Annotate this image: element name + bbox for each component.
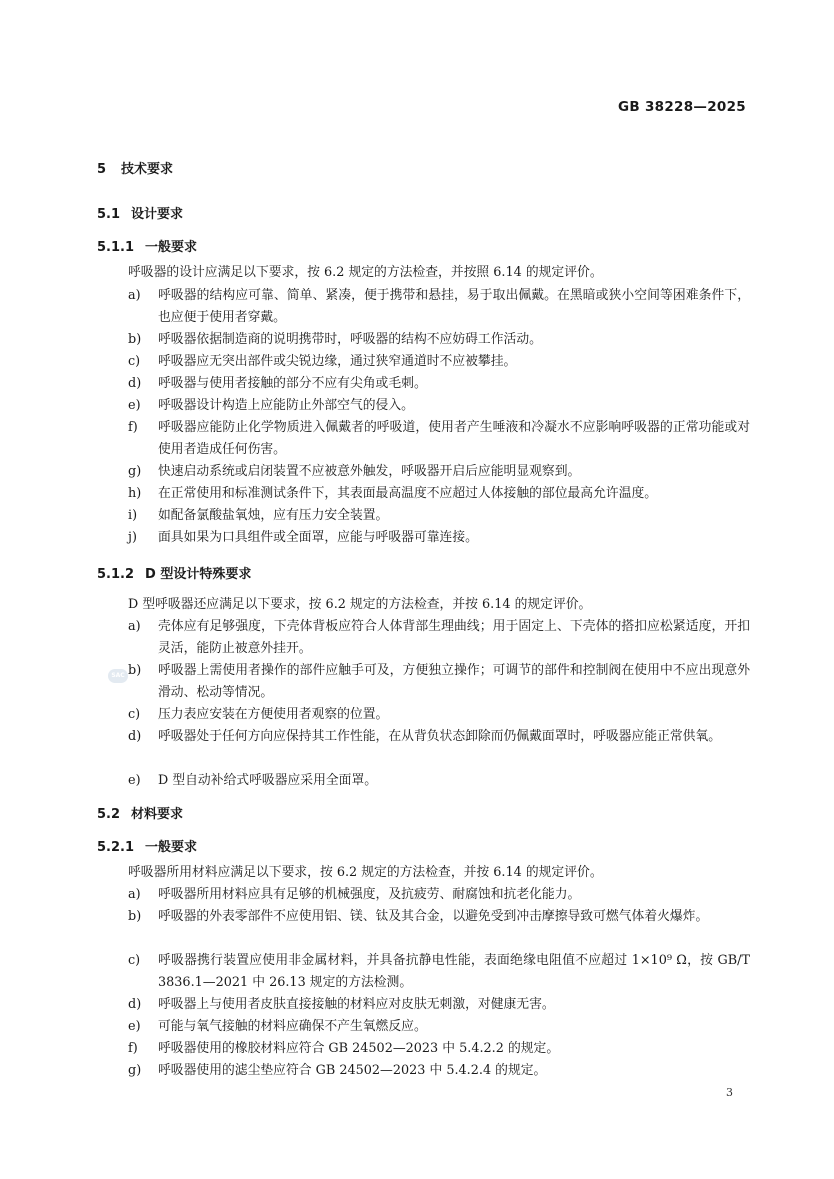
section-title: 一般要求 — [145, 240, 198, 255]
section-number: 5.1 — [97, 207, 121, 222]
list-text: 呼吸器处于任何方向应保持其工作性能，在从背负状态卸除而仍佩戴面罩时，呼吸器应能正常供氧。 — [158, 729, 722, 744]
section-5-1-heading — [97, 203, 183, 222]
section-5-heading — [97, 158, 173, 177]
list-text: 在正常使用和标准测试条件下，其表面最高温度不应超过人体接触的部位最高允许温度。 — [158, 486, 658, 501]
list-marker: a) — [128, 887, 141, 902]
list-text: 呼吸器上与使用者皮肤直接接触的材料应对皮肤无刺激，对健康无害。 — [158, 997, 555, 1012]
list-marker: h) — [128, 486, 142, 501]
list-item — [128, 660, 748, 704]
section-5-2-1-intro: 呼吸器所用材料应满足以下要求，按 6.2 规定的方法检查，并按 6.14 的规定评价。 — [128, 865, 603, 880]
list-item — [128, 373, 748, 395]
list-marker: f) — [128, 420, 138, 435]
list-item — [128, 395, 748, 417]
list-marker: e) — [128, 1019, 141, 1034]
list-text: 呼吸器设计构造上应能防止外部空气的侵入。 — [158, 398, 414, 413]
list-text: 呼吸器使用的橡胶材料应符合 GB 24502—2023 中 5.4.2.2 的规定。 — [158, 1041, 560, 1056]
list-text: 面具如果为口具组件或全面罩，应能与呼吸器可靠连接。 — [158, 530, 478, 545]
section-number: 5 — [97, 162, 107, 177]
section-number: 5.2 — [97, 807, 121, 822]
list-item — [128, 704, 748, 726]
list-item — [128, 505, 748, 527]
list-marker: g) — [128, 1063, 142, 1078]
list-text: 壳体应有足够强度，下壳体背板应符合人体背部生理曲线；用于固定上、下壳体的搭扣应松紧适度，开扣灵活，能防止被意外挂开。 — [158, 619, 750, 656]
list-marker: e) — [128, 398, 141, 413]
list-item — [128, 351, 748, 373]
list-item — [128, 726, 748, 748]
list-marker: j) — [128, 530, 137, 545]
section-number: 5.2.1 — [97, 840, 135, 855]
list-item — [128, 483, 748, 505]
list-marker: e) — [128, 773, 141, 788]
list-item — [128, 906, 748, 928]
list-item — [128, 1016, 748, 1038]
section-5-1-2-intro: D 型呼吸器还应满足以下要求，按 6.2 规定的方法检查，并按 6.14 的规定评价。 — [128, 597, 592, 612]
list-item — [128, 770, 748, 792]
list-item — [128, 527, 748, 549]
list-item — [128, 329, 748, 351]
list-marker: b) — [128, 663, 142, 678]
list-marker: f) — [128, 1041, 138, 1056]
list-item — [128, 285, 748, 329]
list-marker: g) — [128, 464, 142, 479]
standard-code: GB 38228—2025 — [617, 99, 746, 115]
list-text: 呼吸器与使用者接触的部分不应有尖角或毛刺。 — [158, 376, 427, 391]
section-title: 材料要求 — [131, 807, 184, 822]
list-text: 快速启动系统或启闭装置不应被意外触发，呼吸器开启后应能明显观察到。 — [158, 464, 581, 479]
list-text: 呼吸器上需使用者操作的部件应触手可及，方便独立操作；可调节的部件和控制阀在使用中不应出现意外滑动、松动等情况。 — [158, 663, 750, 700]
list-marker: c) — [128, 707, 141, 722]
list-marker: d) — [128, 376, 142, 391]
list-item — [128, 1038, 748, 1060]
section-5-1-1-heading — [97, 236, 197, 255]
watermark-logo-icon: SAC — [108, 669, 128, 683]
list-text: 呼吸器依据制造商的说明携带时，呼吸器的结构不应妨碍工作活动。 — [158, 332, 542, 347]
section-title: 技术要求 — [121, 162, 174, 177]
section-5-1-2-heading — [97, 563, 251, 582]
list-marker: d) — [128, 729, 142, 744]
list-item — [128, 1060, 748, 1082]
list-text: 呼吸器的结构应可靠、简单、紧凑，便于携带和悬挂，易于取出佩戴。在黑暗或狭小空间等困难条件下，也应便于使用者穿戴。 — [158, 288, 750, 325]
list-text: 呼吸器应无突出部件或尖锐边缘，通过狭窄通道时不应被攀挂。 — [158, 354, 517, 369]
page-number: 3 — [726, 1086, 733, 1099]
list-marker: b) — [128, 909, 142, 924]
list-text: 可能与氧气接触的材料应确保不产生氧燃反应。 — [158, 1019, 427, 1034]
list-text: D 型自动补给式呼吸器应采用全面罩。 — [158, 773, 378, 788]
list-text: 如配备氯酸盐氧烛，应有压力安全装置。 — [158, 508, 389, 523]
list-marker: c) — [128, 354, 141, 369]
section-number: 5.1.1 — [97, 240, 135, 255]
list-item — [128, 950, 748, 994]
list-item — [128, 616, 748, 660]
list-text: 呼吸器所用材料应具有足够的机械强度，及抗疲劳、耐腐蚀和抗老化能力。 — [158, 887, 581, 902]
section-title: D 型设计特殊要求 — [145, 567, 252, 582]
list-text: 呼吸器使用的滤尘垫应符合 GB 24502—2023 中 5.4.2.4 的规定。 — [158, 1063, 547, 1078]
list-marker: i) — [128, 508, 138, 523]
list-marker: c) — [128, 953, 141, 968]
list-text: 呼吸器应能防止化学物质进入佩戴者的呼吸道，使用者产生唾液和冷凝水不应影响呼吸器的正常功能或对使用者造成任何伤害。 — [158, 420, 750, 457]
section-title: 设计要求 — [131, 207, 184, 222]
list-text: 呼吸器携行装置应使用非金属材料，并具备抗静电性能，表面绝缘电阻值不应超过 1×10⁹ Ω，按 GB/T 3836.1—2021 中 26.13 规定的方法检测。 — [158, 953, 750, 990]
section-number: 5.1.2 — [97, 567, 135, 582]
list-marker: b) — [128, 332, 142, 347]
section-5-1-1-intro: 呼吸器的设计应满足以下要求，按 6.2 规定的方法检查，并按照 6.14 的规定评价。 — [128, 265, 603, 280]
list-marker: a) — [128, 619, 141, 634]
list-item — [128, 994, 748, 1016]
list-item — [128, 461, 748, 483]
list-marker: d) — [128, 997, 142, 1012]
list-text: 呼吸器的外表零部件不应使用铝、镁、钛及其合金，以避免受到冲击摩擦导致可燃气体着火爆炸。 — [158, 909, 709, 924]
list-marker: a) — [128, 288, 141, 303]
list-item — [128, 417, 748, 461]
list-item — [128, 884, 748, 906]
section-5-2-heading — [97, 803, 183, 822]
list-text: 压力表应安装在方便使用者观察的位置。 — [158, 707, 389, 722]
section-5-2-1-heading — [97, 836, 197, 855]
section-title: 一般要求 — [145, 840, 198, 855]
